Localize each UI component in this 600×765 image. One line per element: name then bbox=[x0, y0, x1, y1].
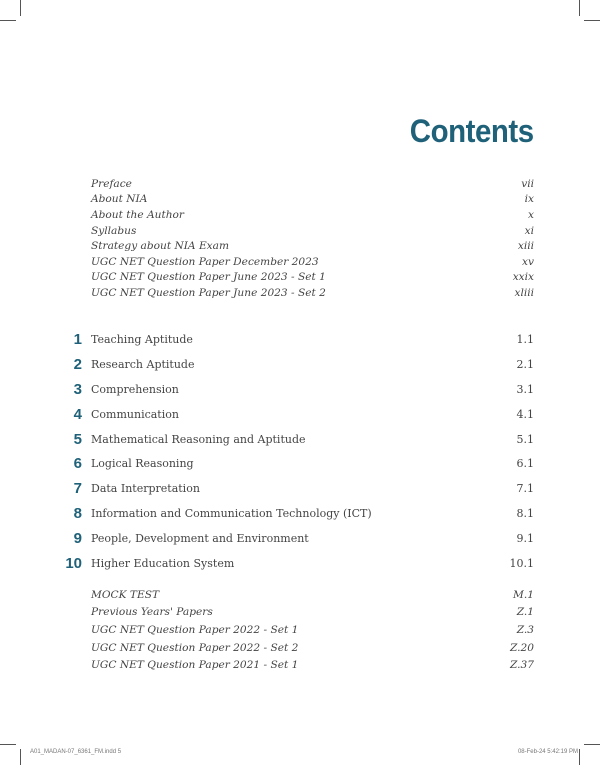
crop-mark bbox=[584, 744, 600, 745]
chapter-entry[interactable] bbox=[60, 352, 534, 377]
crop-mark bbox=[579, 749, 580, 765]
chapter-number: 6 bbox=[73, 455, 82, 473]
toc-entry-paper-2022-set-2[interactable] bbox=[91, 639, 534, 657]
toc-entry-page: Z.20 bbox=[509, 641, 534, 654]
toc-entry-title: About NIA bbox=[91, 193, 148, 206]
print-slug-timestamp: 08-Feb-24 5:42:19 PM bbox=[517, 749, 578, 755]
toc-entry-page: x bbox=[528, 208, 534, 221]
print-slug-file: A01_MADAN-07_6361_FM.indd 5 bbox=[30, 749, 122, 755]
chapter-list bbox=[60, 327, 534, 576]
toc-entry-strategy[interactable] bbox=[91, 238, 534, 254]
toc-entry-previous-papers[interactable] bbox=[91, 604, 534, 622]
toc-entry-page: ix bbox=[524, 193, 534, 206]
chapter-title: People, Development and Environment bbox=[91, 532, 309, 546]
toc-entry-paper-jun-2023-set-1[interactable] bbox=[91, 270, 534, 286]
chapter-page: 10.1 bbox=[509, 556, 534, 570]
chapter-page: 2.1 bbox=[516, 357, 534, 371]
toc-entry-title: Strategy about NIA Exam bbox=[91, 240, 230, 253]
chapter-entry[interactable] bbox=[60, 551, 534, 576]
chapter-title: Information and Communication Technology (ICT) bbox=[91, 507, 372, 521]
toc-entry-about-author[interactable] bbox=[91, 207, 534, 223]
toc-entry-title: UGC NET Question Paper 2022 - Set 1 bbox=[91, 623, 299, 636]
chapter-number: 9 bbox=[73, 530, 82, 548]
chapter-number: 2 bbox=[73, 355, 82, 373]
chapter-page: 3.1 bbox=[516, 382, 534, 396]
chapter-number: 10 bbox=[65, 554, 82, 572]
toc-entry-title: Preface bbox=[91, 177, 132, 190]
toc-entry-paper-dec-2023[interactable] bbox=[91, 254, 534, 270]
toc-entry-page: Z.37 bbox=[509, 659, 534, 672]
toc-entry-title: About the Author bbox=[91, 208, 184, 221]
crop-mark bbox=[20, 749, 21, 765]
toc-entry-title: Previous Years' Papers bbox=[91, 606, 213, 619]
toc-entry-preface[interactable] bbox=[91, 176, 534, 192]
crop-mark bbox=[20, 0, 21, 16]
toc-entry-page: M.1 bbox=[513, 588, 534, 601]
chapter-title: Research Aptitude bbox=[91, 357, 195, 371]
toc-entry-page: Z.3 bbox=[516, 623, 534, 636]
chapter-entry[interactable] bbox=[60, 476, 534, 501]
chapter-title: Teaching Aptitude bbox=[91, 332, 193, 346]
chapter-title: Higher Education System bbox=[91, 556, 235, 570]
chapter-page: 7.1 bbox=[516, 482, 534, 496]
crop-mark bbox=[0, 744, 16, 745]
chapter-entry[interactable] bbox=[60, 501, 534, 526]
chapter-title: Mathematical Reasoning and Aptitude bbox=[91, 432, 306, 446]
chapter-page: 9.1 bbox=[516, 532, 534, 546]
chapter-title: Logical Reasoning bbox=[91, 457, 194, 471]
chapter-page: 5.1 bbox=[516, 432, 534, 446]
toc-entry-page: xxix bbox=[512, 271, 534, 284]
chapter-number: 1 bbox=[73, 330, 82, 348]
front-matter-list bbox=[91, 176, 534, 301]
chapter-entry[interactable] bbox=[60, 327, 534, 352]
toc-entry-page: xliii bbox=[514, 286, 534, 299]
back-matter-list bbox=[91, 586, 534, 674]
toc-entry-title: UGC NET Question Paper 2021 - Set 1 bbox=[91, 659, 299, 672]
crop-mark bbox=[0, 20, 16, 21]
toc-entry-paper-jun-2023-set-2[interactable] bbox=[91, 285, 534, 301]
chapter-number: 8 bbox=[73, 505, 82, 523]
chapter-number: 4 bbox=[73, 405, 82, 423]
toc-entry-title: UGC NET Question Paper 2022 - Set 2 bbox=[91, 641, 299, 654]
chapter-entry[interactable] bbox=[60, 526, 534, 551]
chapter-entry[interactable] bbox=[60, 427, 534, 452]
toc-entry-paper-2021-set-1[interactable] bbox=[91, 656, 534, 674]
chapter-title: Communication bbox=[91, 407, 179, 421]
chapter-number: 7 bbox=[73, 480, 82, 498]
chapter-title: Data Interpretation bbox=[91, 482, 200, 496]
page-title: Contents bbox=[410, 113, 534, 150]
toc-entry-page: xiii bbox=[517, 240, 534, 253]
chapter-entry[interactable] bbox=[60, 451, 534, 476]
toc-entry-title: Syllabus bbox=[91, 224, 137, 237]
toc-entry-mock-test[interactable] bbox=[91, 586, 534, 604]
chapter-entry[interactable] bbox=[60, 377, 534, 402]
toc-entry-page: Z.1 bbox=[516, 606, 534, 619]
toc-entry-page: xv bbox=[522, 255, 534, 268]
toc-entry-title: UGC NET Question Paper June 2023 - Set 1 bbox=[91, 271, 326, 284]
chapter-page: 1.1 bbox=[516, 332, 534, 346]
chapter-number: 3 bbox=[73, 380, 82, 398]
chapter-page: 6.1 bbox=[516, 457, 534, 471]
chapter-page: 8.1 bbox=[516, 507, 534, 521]
chapter-entry[interactable] bbox=[60, 402, 534, 427]
toc-entry-title: UGC NET Question Paper December 2023 bbox=[91, 255, 319, 268]
toc-entry-paper-2022-set-1[interactable] bbox=[91, 621, 534, 639]
toc-entry-syllabus[interactable] bbox=[91, 223, 534, 239]
toc-entry-page: vii bbox=[521, 177, 534, 190]
toc-entry-about-nia[interactable] bbox=[91, 192, 534, 208]
chapter-page: 4.1 bbox=[516, 407, 534, 421]
crop-mark bbox=[579, 0, 580, 16]
chapter-title: Comprehension bbox=[91, 382, 179, 396]
toc-entry-title: UGC NET Question Paper June 2023 - Set 2 bbox=[91, 286, 326, 299]
crop-mark bbox=[584, 20, 600, 21]
toc-entry-page: xi bbox=[524, 224, 534, 237]
toc-entry-title: MOCK TEST bbox=[91, 588, 160, 601]
chapter-number: 5 bbox=[73, 430, 82, 448]
